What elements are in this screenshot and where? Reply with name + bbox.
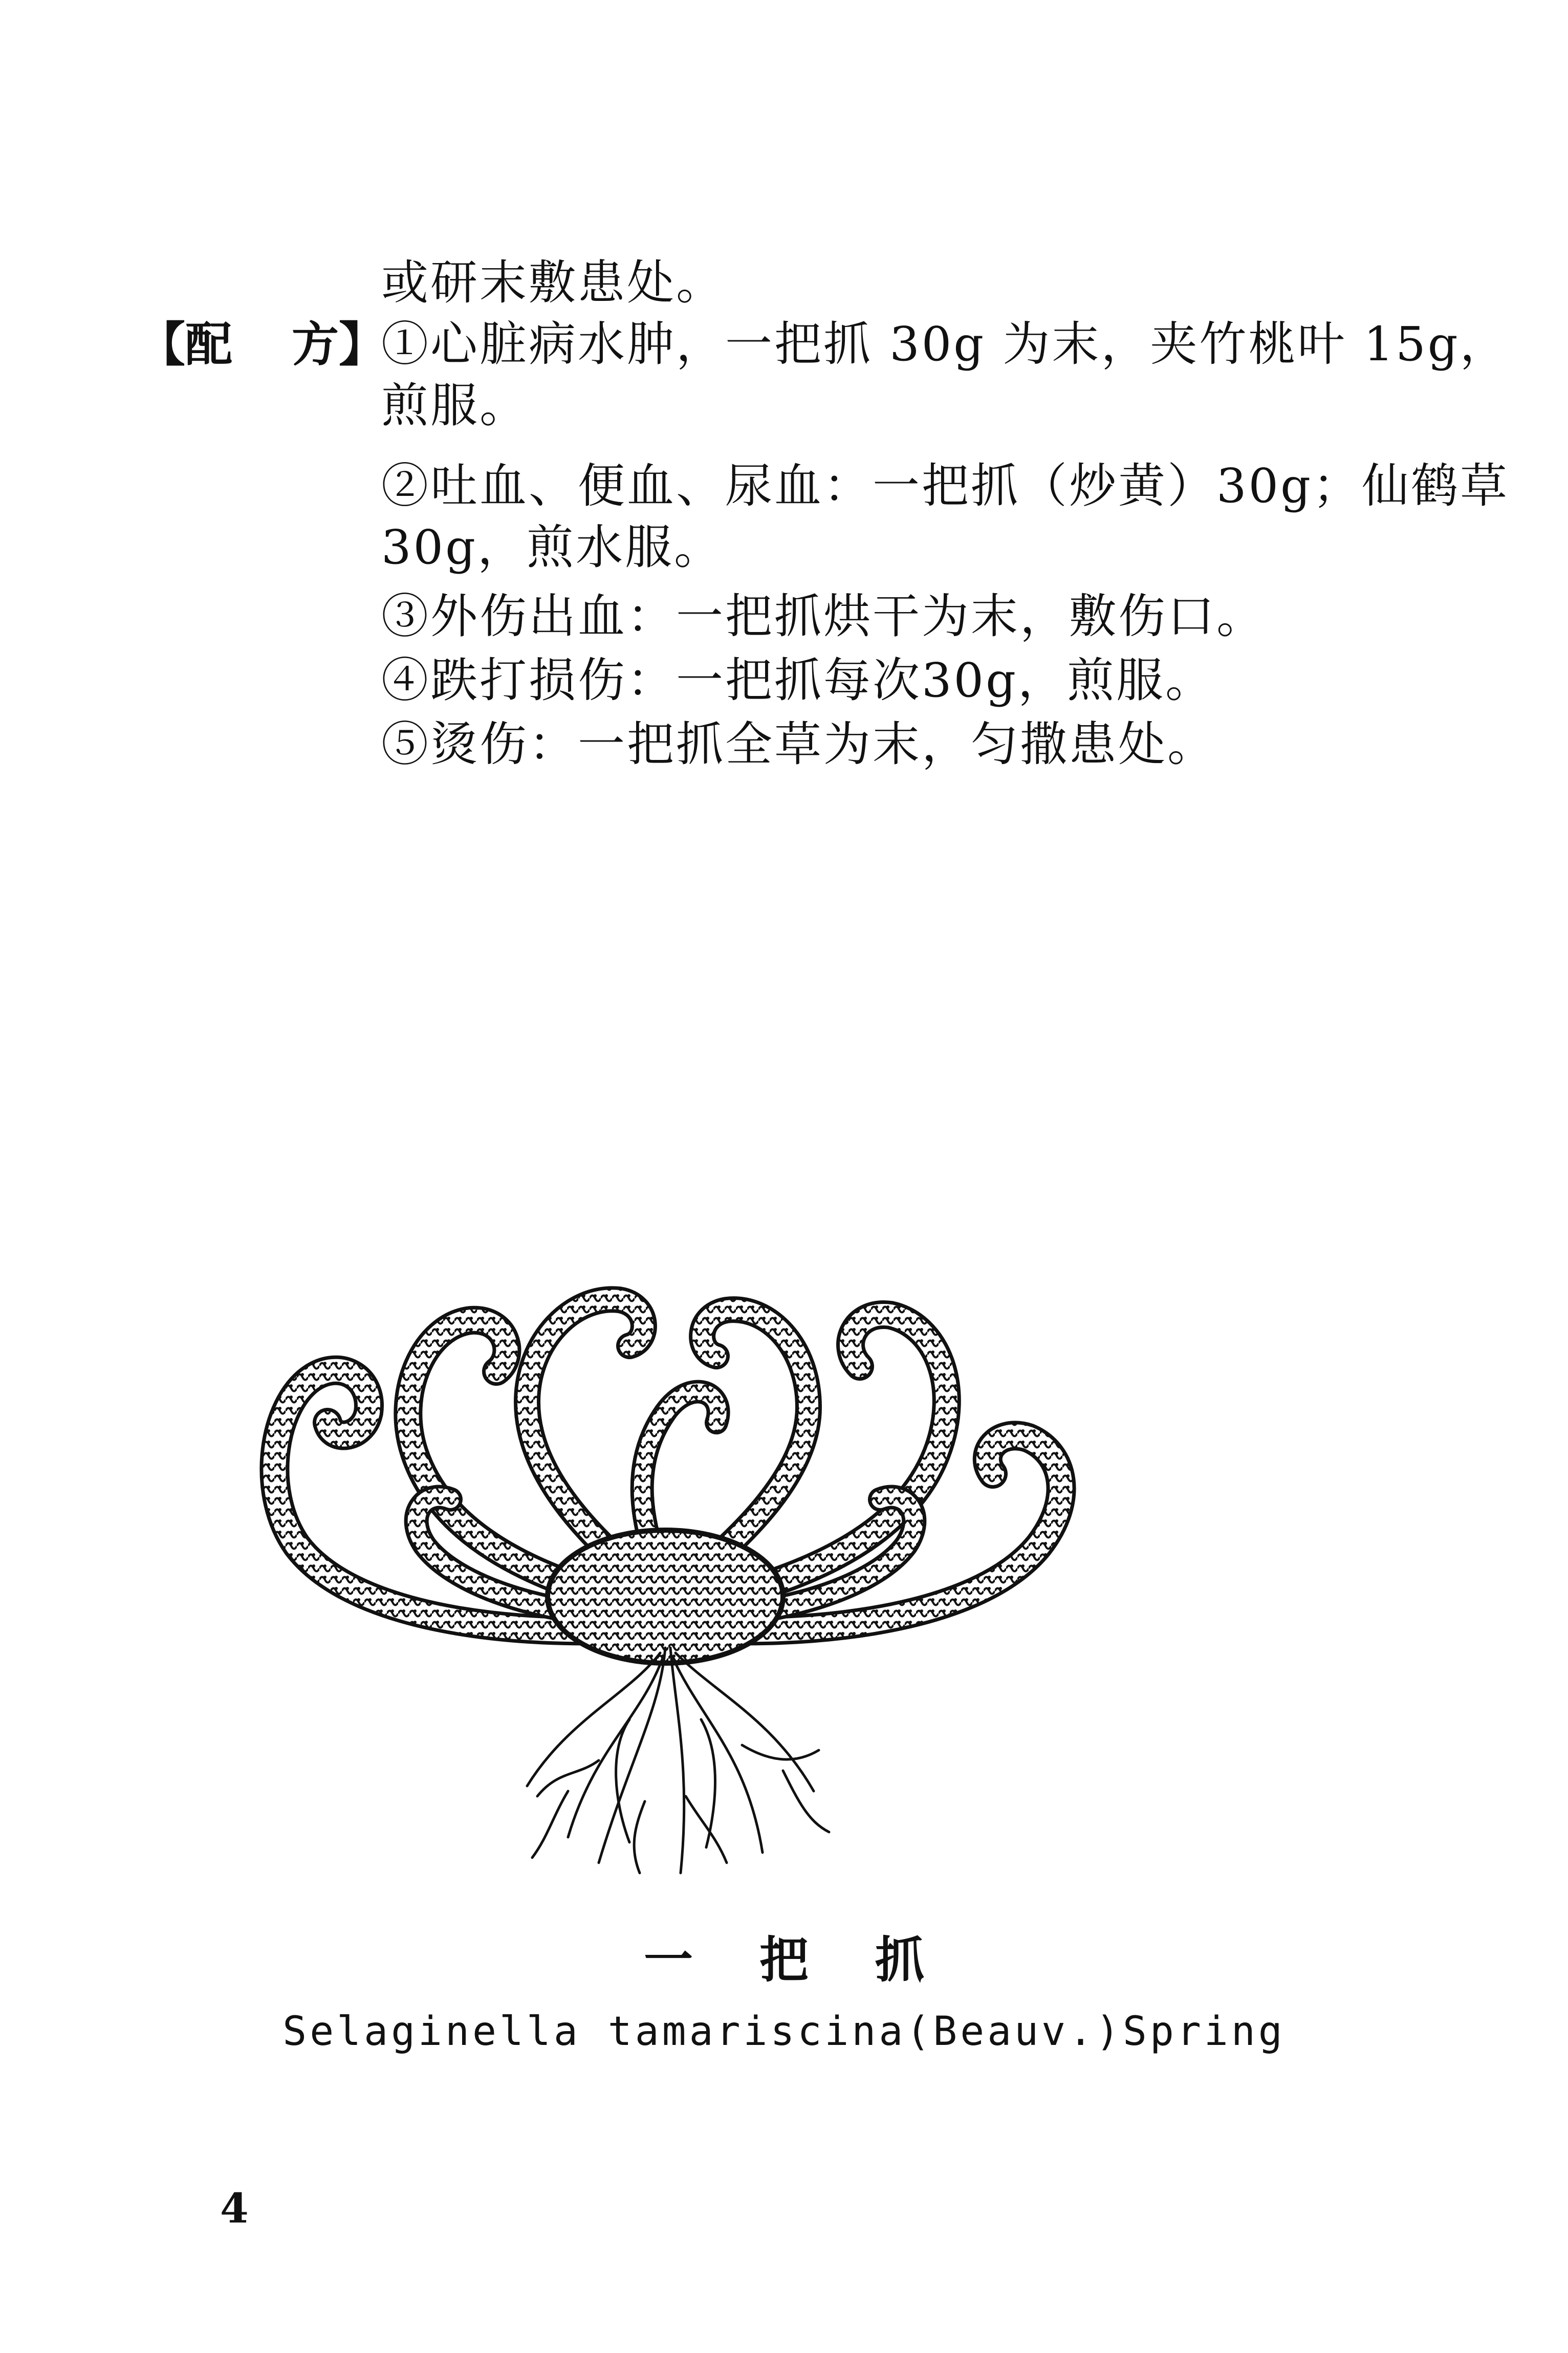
section-label-close: 方】 (292, 317, 386, 372)
continuation-line: 或研末敷患处。 (381, 255, 726, 310)
figure-caption-latin: Selaginella tamariscina(Beauv.)Spring (282, 2009, 1286, 2055)
formula-line-6: ④跌打损伤：一把抓每次30g，煎服。 (381, 653, 1214, 708)
formula-line-3: ②吐血、便血、尿血：一把抓（炒黄）30g；仙鹤草 (381, 459, 1509, 513)
page-number: 4 (220, 2184, 249, 2232)
formula-line-2: 煎服。 (381, 378, 529, 433)
formula-line-4: 30g，煎水服。 (381, 520, 723, 575)
formula-line-1: ①心脏病水肿，一把抓 30g 为末，夹竹桃叶 15g， (381, 317, 1509, 372)
figure-caption-chinese: 一把抓 (644, 1931, 991, 1989)
section-label-open: 【配 (138, 317, 233, 372)
selaginella-plant-drawing (241, 1259, 1100, 1893)
formula-line-5: ③外伤出血：一把抓烘干为末，敷伤口。 (381, 589, 1266, 644)
formula-line-7: ⑤烫伤：一把抓全草为末，匀撒患处。 (381, 717, 1217, 772)
